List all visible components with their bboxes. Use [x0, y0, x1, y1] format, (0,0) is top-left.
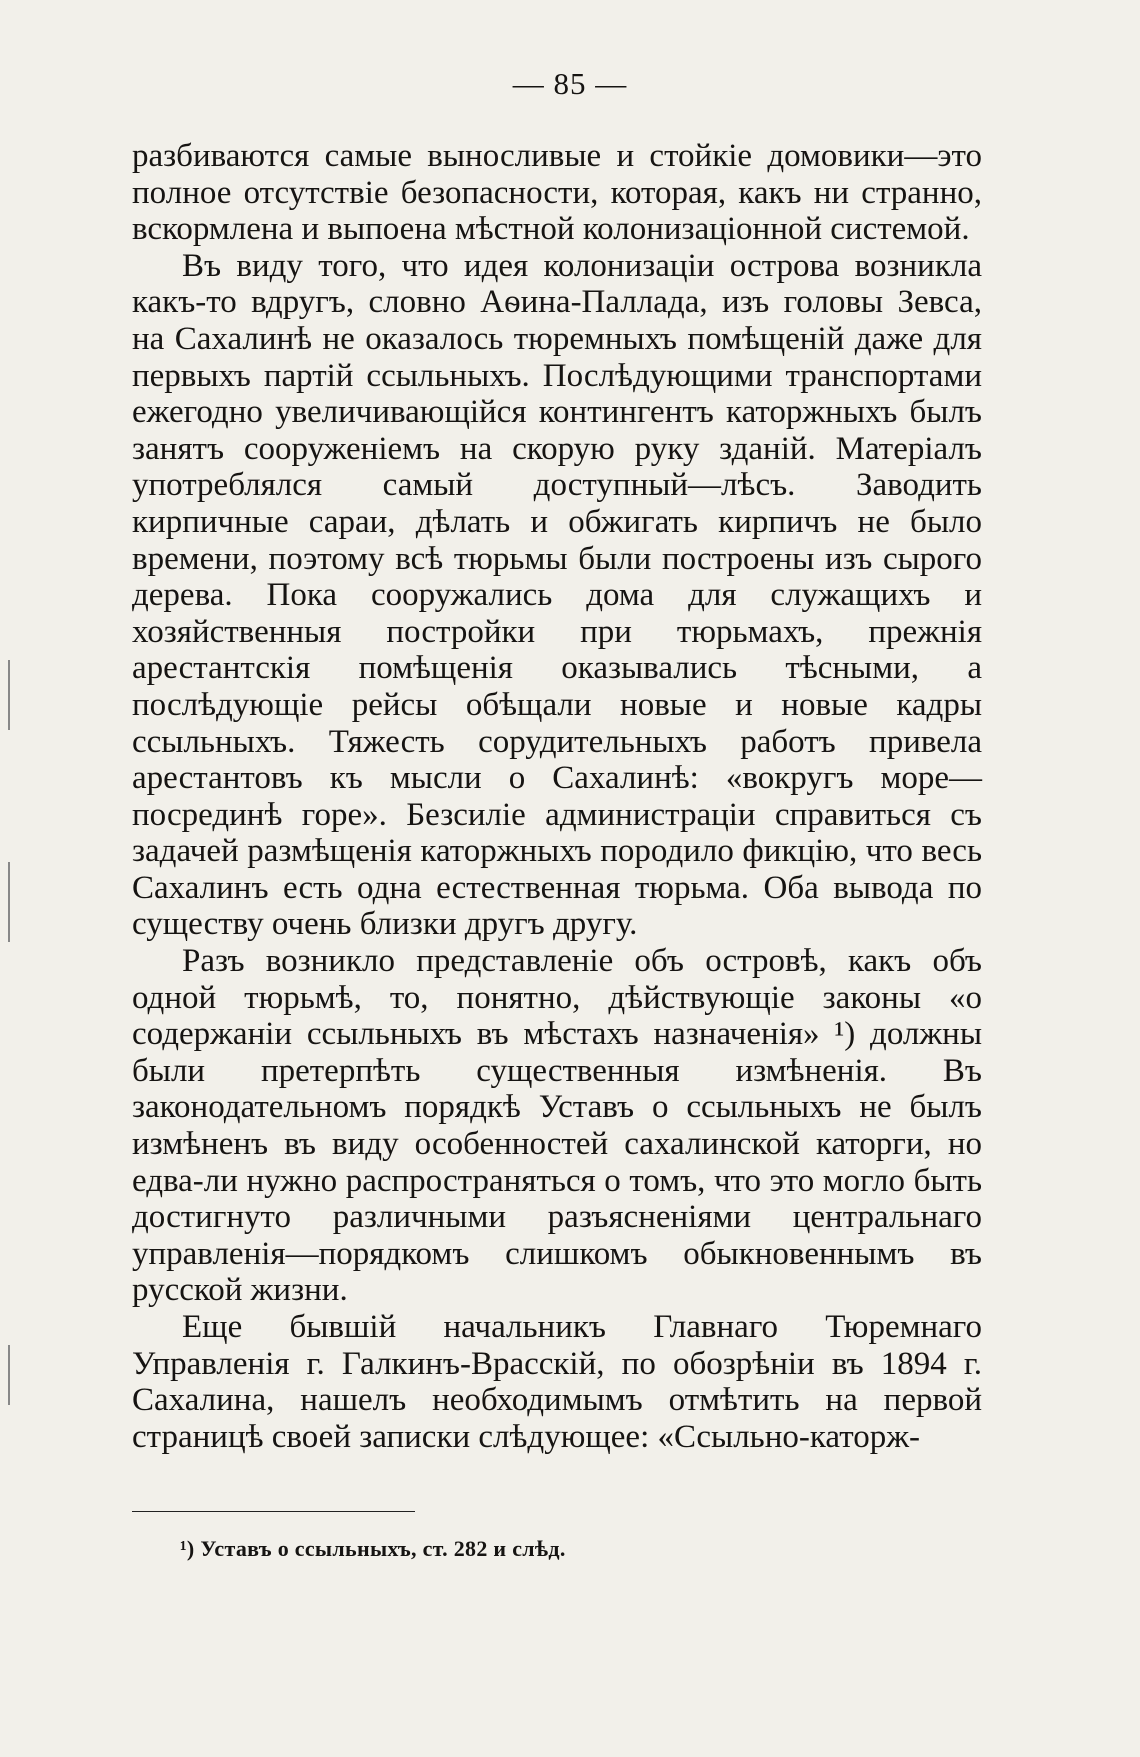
paragraph-continuation: разбиваются самые выносливые и стойкіе домовики—это полное отсутствіе безопасности, которая, какъ ни странно, вскормлена и выпоена мѣстной колонизаціонной системой. [132, 138, 982, 248]
body-text [132, 138, 982, 1455]
paragraph: Еще бывшій начальникъ Главнаго Тюремнаго Управленія г. Галкинъ-Врасскій, по обозрѣніи въ 1894 г. Сахалина, нашелъ необходимымъ отмѣтить на первой страницѣ своей записки слѣдующее: «Ссыльно-каторж- [132, 1309, 982, 1455]
page-number: — 85 — [512, 66, 628, 101]
margin-mark [8, 1345, 10, 1405]
footnote-divider [132, 1511, 415, 1512]
margin-mark [8, 862, 10, 942]
paragraph: Въ виду того, что идея колонизаціи острова возникла какъ-то вдругъ, словно Аѳина-Паллада, изъ головы Зевса, на Сахалинѣ не оказалось тюремныхъ помѣщеній даже для первыхъ партій ссыльныхъ. Послѣдующими транспортами ежегодно увеличивающійся контингентъ каторжныхъ былъ занятъ сооруженіемъ на скорую руку зданій. Матеріалъ употреблялся самый доступный—лѣсъ. Заводить кирпичные сараи, дѣлать и обжигать кирпичъ не было времени, поэтому всѣ тюрьмы были построены изъ сырого дерева. Пока сооружались дома для служащихъ и хозяйственныя постройки при тюрьмахъ, прежнія арестантскія помѣщенія оказывались тѣсными, а послѣдующіе рейсы обѣщали новые и новые кадры ссыльныхъ. Тяжесть сорудительныхъ работъ привела арестантовъ къ мысли о Сахалинѣ: «вокругъ море—посрединѣ горе». Безсиліе администраціи справиться съ задачей размѣщенія каторжныхъ породило фикцію, что весь Сахалинъ есть одна естественная тюрьма. Оба вывода по существу очень близки другъ другу. [132, 247, 982, 943]
footnote: ¹) Уставъ о ссыльныхъ, ст. 282 и слѣд. [180, 1536, 566, 1561]
margin-mark [8, 660, 10, 730]
paragraph: Разъ возникло представленіе объ островѣ, какъ объ одной тюрьмѣ, то, понятно, дѣйствующіе законы «о содержаніи ссыльныхъ въ мѣстахъ назначенія» ¹) должны были претерпѣть существенныя измѣненія. Въ законодательномъ порядкѣ Уставъ о ссыльныхъ не былъ измѣненъ въ виду особенностей сахалинской каторги, но едва-ли нужно распространяться о томъ, что это могло быть достигнуто различными разъясненіями центральнаго управленія—порядкомъ слишкомъ обыкновеннымъ въ русской жизни. [132, 943, 982, 1309]
